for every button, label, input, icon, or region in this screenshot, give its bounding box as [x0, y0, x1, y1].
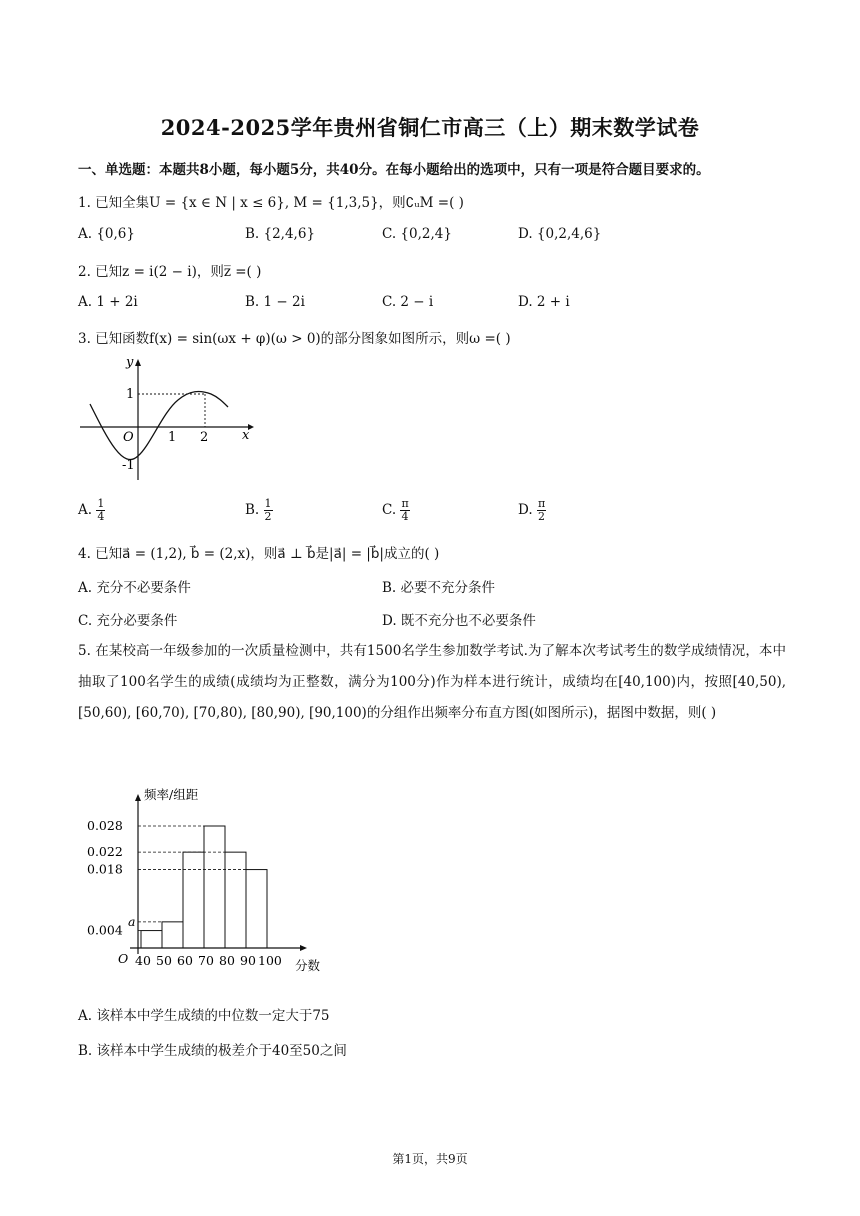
q5-stem: 5. 在某校高一年级参加的一次质量检测中，共有1500名学生参加数学考试.为了解本次考试考生的数学成绩情况，本中抽取了100名学生的成绩(成绩均为正整数，满分为100分)作为样本进行统计，成绩均在[40,100)内，按照[40,50), [50,60), [60,70), [70,80), [80,90), [90,100)的分组作出频率分布直方图(如图所示)，据图中数据，则( ): [78, 643, 786, 721]
q1-option-a: A. {0,6}: [78, 226, 135, 242]
graph-y-tick-neg1: -1: [122, 458, 135, 473]
q4-option-c: C. 充分必要条件: [78, 613, 178, 629]
q2-stem: 2. 已知z = i(2 − i)，则z̅ =( ): [78, 264, 262, 280]
section-heading: 一、单选题：本题共8小题，每小题5分，共40分。在每小题给出的选项中，只有一项是符合题目要求的。: [78, 162, 710, 178]
fraction-numerator: 1: [97, 497, 105, 510]
q3-option-b-label: B.: [245, 502, 260, 518]
q5-option-b: B. 该样本中学生成绩的极差介于40至50之间: [78, 1043, 347, 1059]
histogram-origin: O: [118, 951, 129, 966]
histogram-x-tick-label: 40: [135, 953, 151, 968]
histogram-x-tick-label: 70: [198, 953, 214, 968]
frequency-histogram: [78, 780, 328, 980]
q1-option-b: B. {2,4,6}: [245, 226, 316, 242]
histogram-y-label: 频率/组距: [144, 787, 199, 802]
q3-option-b: [245, 498, 273, 523]
histogram-bar: [141, 931, 162, 948]
fraction-numerator: 1: [264, 497, 272, 510]
q3-option-d-fraction: [537, 498, 546, 523]
q3-option-c: [382, 498, 410, 523]
histogram-x-tick-label: 100: [258, 953, 282, 968]
q3-option-a-label: A.: [78, 502, 93, 518]
histogram-x-arrow: [300, 945, 307, 951]
graph-y-label: y: [126, 355, 134, 370]
histogram-bar: [204, 826, 225, 948]
q3-option-b-fraction: [264, 498, 273, 523]
q3-option-c-label: C.: [382, 502, 397, 518]
q3-option-a: [78, 498, 105, 523]
histogram-bar: [246, 870, 267, 948]
fraction-denominator: 4: [401, 510, 409, 523]
histogram-bar: [225, 852, 246, 948]
q1-stem: 1. 已知全集U = {x ∈ N | x ≤ 6}, M = {1,3,5}，则∁ᵤM =( ): [78, 195, 464, 211]
graph-x-tick-2: 2: [200, 430, 209, 445]
fraction-denominator: 2: [538, 510, 546, 523]
histogram-y-tick-label: a: [128, 913, 136, 929]
q3-option-d: [518, 498, 546, 523]
histogram-bar: [162, 922, 183, 948]
fraction-numerator: π: [401, 497, 409, 510]
page-footer: 第1页，共9页: [392, 1152, 468, 1166]
fraction-denominator: 2: [264, 510, 272, 523]
histogram-x-label: 分数: [295, 958, 321, 973]
sine-graph: [78, 352, 258, 482]
q1-option-d: D. {0,2,4,6}: [518, 226, 602, 242]
graph-origin: O: [123, 430, 134, 445]
q3-option-a-fraction: [96, 498, 105, 523]
q4-stem: 4. 已知a⃗ = (1,2), b⃗ = (2,x)，则a⃗ ⊥ b⃗是|a⃗| = |b⃗|成立的( ): [78, 546, 440, 562]
graph-y-tick-1: 1: [126, 387, 135, 402]
histogram-y-tick-label: 0.018: [87, 861, 123, 877]
histogram-x-tick-label: 90: [240, 953, 256, 968]
q1-option-c: C. {0,2,4}: [382, 226, 452, 242]
sine-curve: [90, 392, 228, 460]
q4-option-a: A. 充分不必要条件: [78, 580, 191, 596]
histogram-x-tick-label: 60: [177, 953, 193, 968]
q5-option-a: A. 该样本中学生成绩的中位数一定大于75: [78, 1008, 330, 1024]
histogram-x-tick-label: 80: [219, 953, 235, 968]
q3-option-c-fraction: [400, 498, 409, 523]
fraction-denominator: 4: [97, 510, 105, 523]
q3-option-d-label: D.: [518, 502, 533, 518]
q2-option-d: D. 2 + i: [518, 294, 570, 310]
graph-x-tick-1: 1: [168, 430, 177, 445]
page-title: 2024-2025学年贵州省铜仁市高三（上）期末数学试卷: [160, 115, 700, 140]
fraction-numerator: π: [537, 497, 546, 510]
q2-option-b: B. 1 − 2i: [245, 294, 305, 310]
histogram-bar: [183, 852, 204, 948]
histogram-y-arrow: [135, 794, 141, 801]
histogram-y-tick-label: 0.022: [87, 844, 123, 860]
q3-stem: 3. 已知函数f(x) = sin(ωx + φ)(ω > 0)的部分图象如图所示，则ω =( ): [78, 331, 511, 347]
q4-option-d: D. 既不充分也不必要条件: [382, 613, 536, 629]
histogram-x-tick-label: 50: [156, 953, 172, 968]
graph-x-label: x: [242, 428, 250, 443]
q4-option-b: B. 必要不充分条件: [382, 580, 496, 596]
histogram-y-tick-label: 0.004: [87, 922, 123, 938]
y-axis-arrow: [135, 359, 141, 366]
q2-option-c: C. 2 − i: [382, 294, 434, 310]
q2-option-a: A. 1 + 2i: [78, 294, 138, 310]
histogram-y-tick-label: 0.028: [87, 818, 123, 833]
